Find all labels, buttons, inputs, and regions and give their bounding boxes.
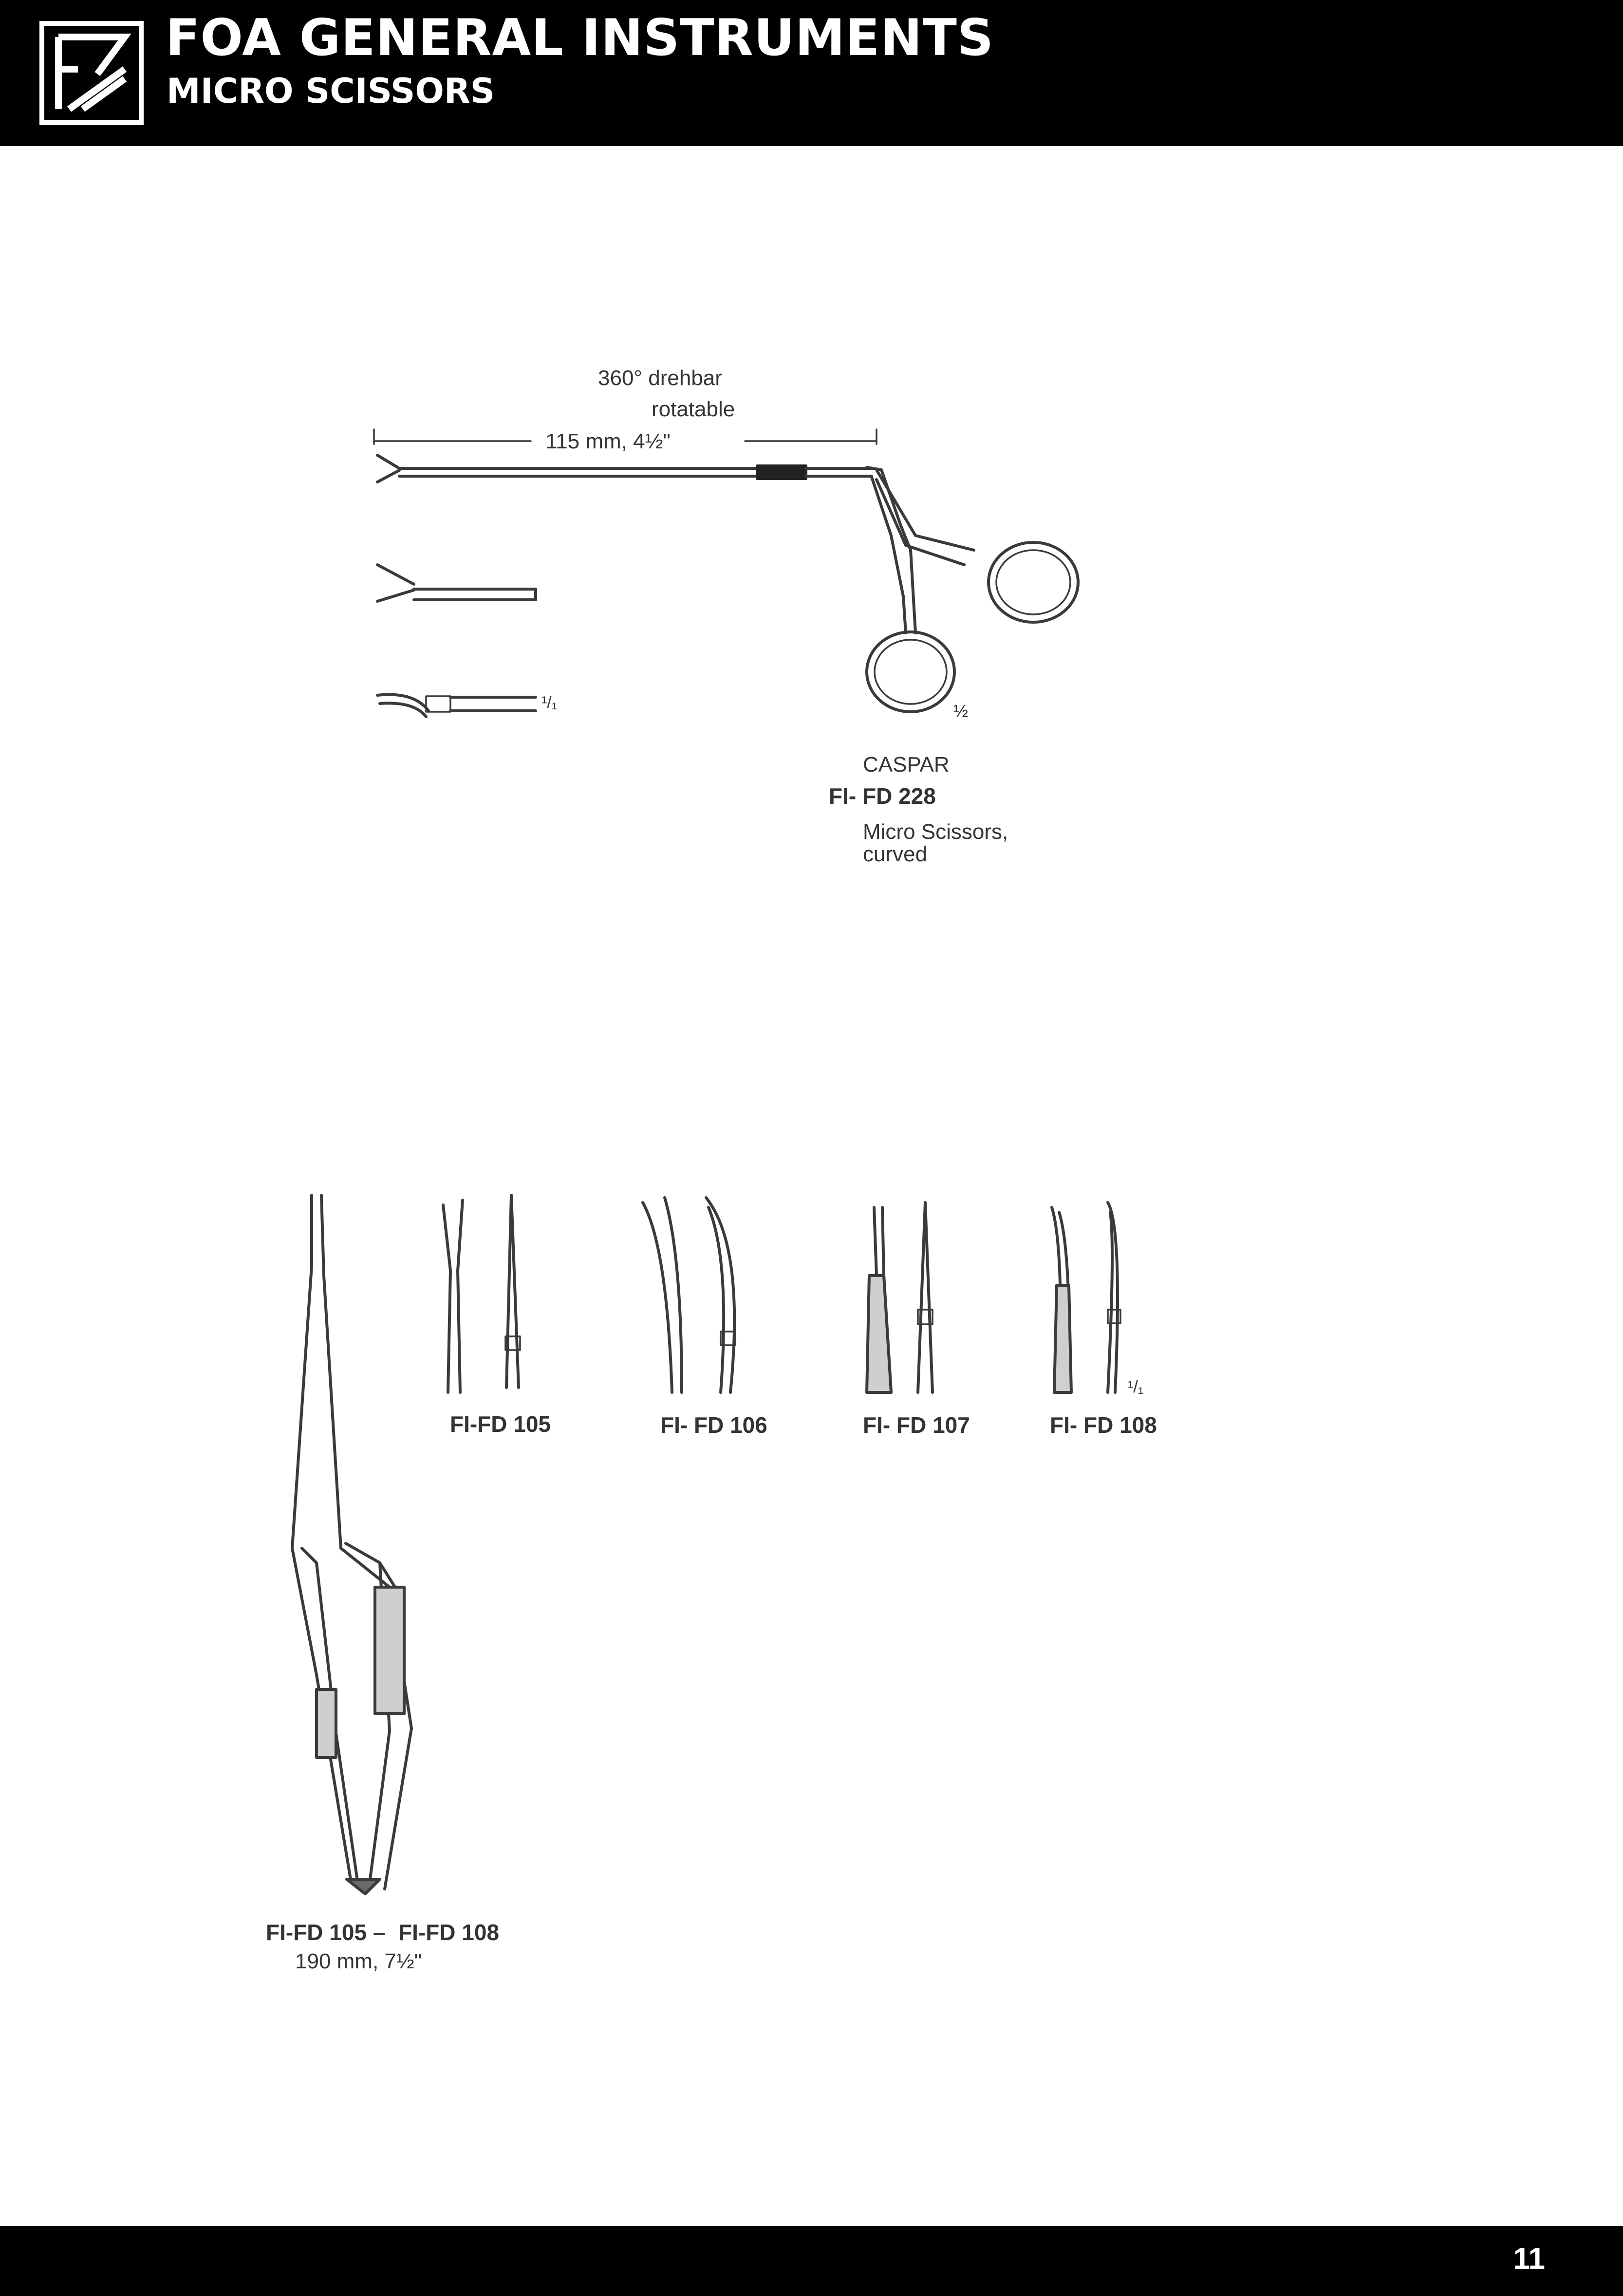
tip-code-107: FI- FD 107 (863, 1412, 970, 1438)
product-description-2: curved (863, 842, 928, 866)
brand-title: FOA GENERAL INSTRUMENTS (166, 9, 994, 67)
product-description: Micro Scissors, (863, 820, 1008, 844)
scale-half-label: ½ (953, 701, 969, 721)
scale-full-label: ¹/₁ (541, 693, 558, 712)
rotation-label: 360° drehbar (598, 366, 722, 390)
length-label: 115 mm, 4½" (545, 429, 671, 453)
tip-code-108: FI- FD 108 (1050, 1412, 1157, 1438)
rotation-label-en: rotatable (652, 397, 735, 421)
range-code-to: FI-FD 108 (398, 1920, 500, 1945)
scale-full-label-2: ¹/₁ (1128, 1378, 1144, 1396)
range-code-from: FI-FD 105 – (266, 1920, 386, 1945)
tip-code-106: FI- FD 106 (660, 1412, 767, 1438)
size-label: 190 mm, 7½" (295, 1949, 422, 1973)
brand-label: CASPAR (863, 753, 950, 777)
section-subtitle: MICRO SCISSORS (167, 71, 495, 111)
tip-code-105: FI-FD 105 (450, 1411, 551, 1437)
page-footer (0, 2226, 1623, 2296)
page-number: 11 (1513, 2242, 1545, 2276)
product-code: FI- FD 228 (829, 783, 936, 809)
